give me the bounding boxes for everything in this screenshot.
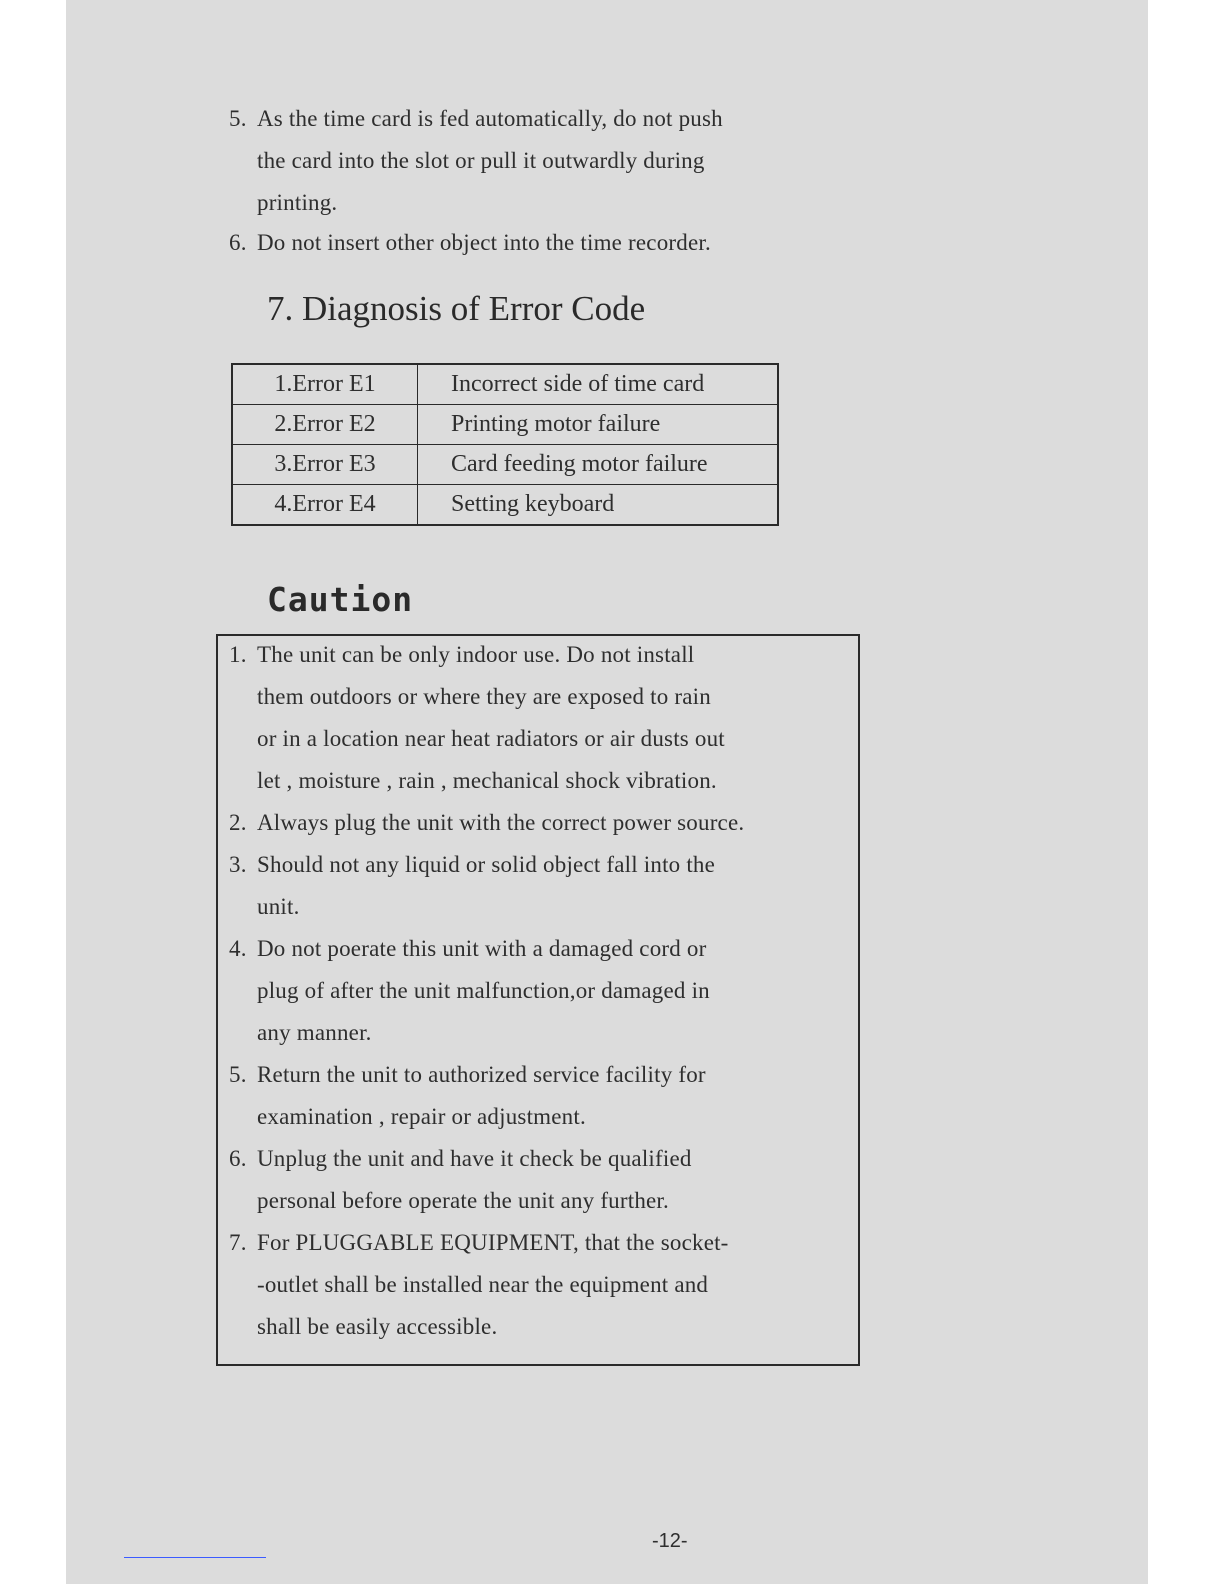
item-line: Always plug the unit with the correct power source. (257, 810, 745, 835)
item-line: As the time card is fed automatically, do not push (257, 106, 723, 131)
caution-item-6 (229, 1138, 744, 1222)
page-number: -12- (652, 1530, 688, 1552)
error-code-table (231, 363, 779, 526)
item-line: Do not insert other object into the time recorder. (257, 230, 711, 255)
item-line: For PLUGGABLE EQUIPMENT, that the socket- (257, 1230, 729, 1255)
caution-item-4 (229, 928, 744, 1054)
intro-item-5 (229, 98, 723, 224)
item-line: printing. (257, 190, 338, 215)
caution-item-1 (229, 634, 744, 802)
caution-item-7 (229, 1222, 744, 1348)
item-line: let , moisture , rain , mechanical shock vibration. (257, 768, 717, 793)
item-line: examination , repair or adjustment. (257, 1104, 586, 1129)
caution-item-5 (229, 1054, 744, 1138)
intro-item-6 (229, 222, 711, 264)
item-line: or in a location near heat radiators or air dusts out (257, 726, 725, 751)
item-line: Do not poerate this unit with a damaged cord or (257, 936, 707, 961)
item-number: 5. (229, 1062, 247, 1087)
caution-list (229, 634, 744, 1348)
item-number: 5. (229, 106, 247, 131)
item-line: shall be easily accessible. (257, 1314, 498, 1339)
item-line: Unplug the unit and have it check be qualified (257, 1146, 692, 1171)
caution-item-3 (229, 844, 744, 928)
caution-item-2 (229, 802, 744, 844)
item-line: any manner. (257, 1020, 372, 1045)
section-title: 7. Diagnosis of Error Code (267, 289, 646, 328)
item-line: personal before operate the unit any further. (257, 1188, 669, 1213)
item-number: 1. (229, 642, 247, 667)
item-line: the card into the slot or pull it outwardly during (257, 148, 705, 173)
error-code: 2.Error E2 (232, 405, 418, 445)
item-number: 6. (229, 230, 247, 255)
item-line: The unit can be only indoor use. Do not install (257, 642, 695, 667)
item-line: Return the unit to authorized service facility for (257, 1062, 706, 1087)
item-number: 3. (229, 852, 247, 877)
error-code: 1.Error E1 (232, 364, 418, 405)
footer-rule (124, 1557, 266, 1558)
error-description: Setting keyboard (418, 485, 779, 526)
item-line: plug of after the unit malfunction,or damaged in (257, 978, 710, 1003)
table-row (232, 445, 778, 485)
error-description: Card feeding motor failure (418, 445, 779, 485)
error-description: Incorrect side of time card (418, 364, 779, 405)
item-number: 6. (229, 1146, 247, 1171)
item-number: 7. (229, 1230, 247, 1255)
item-number: 2. (229, 810, 247, 835)
table-row (232, 405, 778, 445)
error-code: 3.Error E3 (232, 445, 418, 485)
item-line: -outlet shall be installed near the equipment and (257, 1272, 709, 1297)
table-row (232, 364, 778, 405)
item-number: 4. (229, 936, 247, 961)
caution-title: Caution (267, 580, 414, 619)
item-line: unit. (257, 894, 300, 919)
error-description: Printing motor failure (418, 405, 779, 445)
table-row (232, 485, 778, 526)
item-line: Should not any liquid or solid object fall into the (257, 852, 716, 877)
item-line: them outdoors or where they are exposed to rain (257, 684, 711, 709)
error-code: 4.Error E4 (232, 485, 418, 526)
